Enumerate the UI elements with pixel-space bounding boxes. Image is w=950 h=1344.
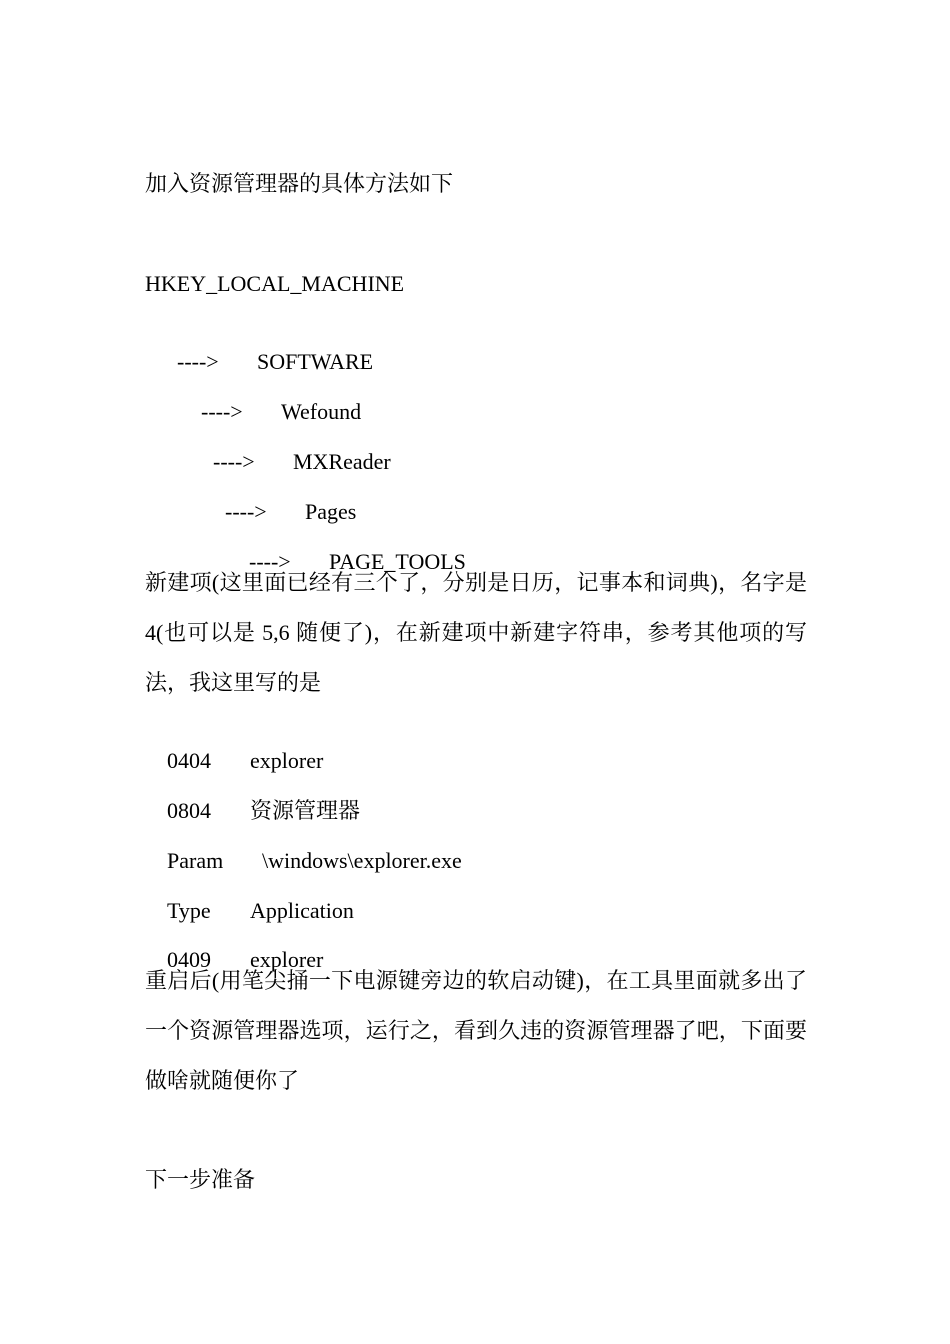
registry-key: Wefound xyxy=(281,399,362,424)
next-step-text: 下一步准备 xyxy=(145,1167,256,1192)
value-name: 0404 xyxy=(167,748,211,773)
registry-key: SOFTWARE xyxy=(257,349,374,374)
registry-key: PAGE_TOOLS xyxy=(329,549,466,574)
value-data: 资源管理器 xyxy=(250,798,361,823)
value-name: 0409 xyxy=(167,947,211,972)
value-name: 0804 xyxy=(167,798,211,823)
arrow-text: ----> xyxy=(213,449,255,474)
value-name: Param xyxy=(167,848,224,873)
registry-root: HKEY_LOCAL_MACHINE xyxy=(145,271,405,296)
registry-key: MXReader xyxy=(293,449,391,474)
result-paragraph: 重启后(用笔尖捅一下电源键旁边的软启动键)，在工具里面就多出了一个资源管理器选项，运行之，看到久违的资源管理器了吧，下面要做啥就随便你了 xyxy=(145,968,807,1093)
value-data: \windows\explorer.exe xyxy=(262,848,462,873)
arrow-text: ----> xyxy=(249,549,291,574)
value-name: Type xyxy=(167,898,211,923)
value-data: explorer xyxy=(250,947,324,972)
arrow-text: ----> xyxy=(177,349,219,374)
arrow-text: ----> xyxy=(201,399,243,424)
instruction-paragraph: 新建项(这里面已经有三个了，分别是日历，记事本和词典)，名字是 4(也可以是 5,6 随便了)，在新建项中新建字符串，参考其他项的写法，我这里写的是 xyxy=(145,570,807,695)
arrow-text: ----> xyxy=(225,499,267,524)
registry-key: Pages xyxy=(305,499,357,524)
intro-text: 加入资源管理器的具体方法如下 xyxy=(145,171,454,196)
value-data: Application xyxy=(250,898,354,923)
value-data: explorer xyxy=(250,748,324,773)
